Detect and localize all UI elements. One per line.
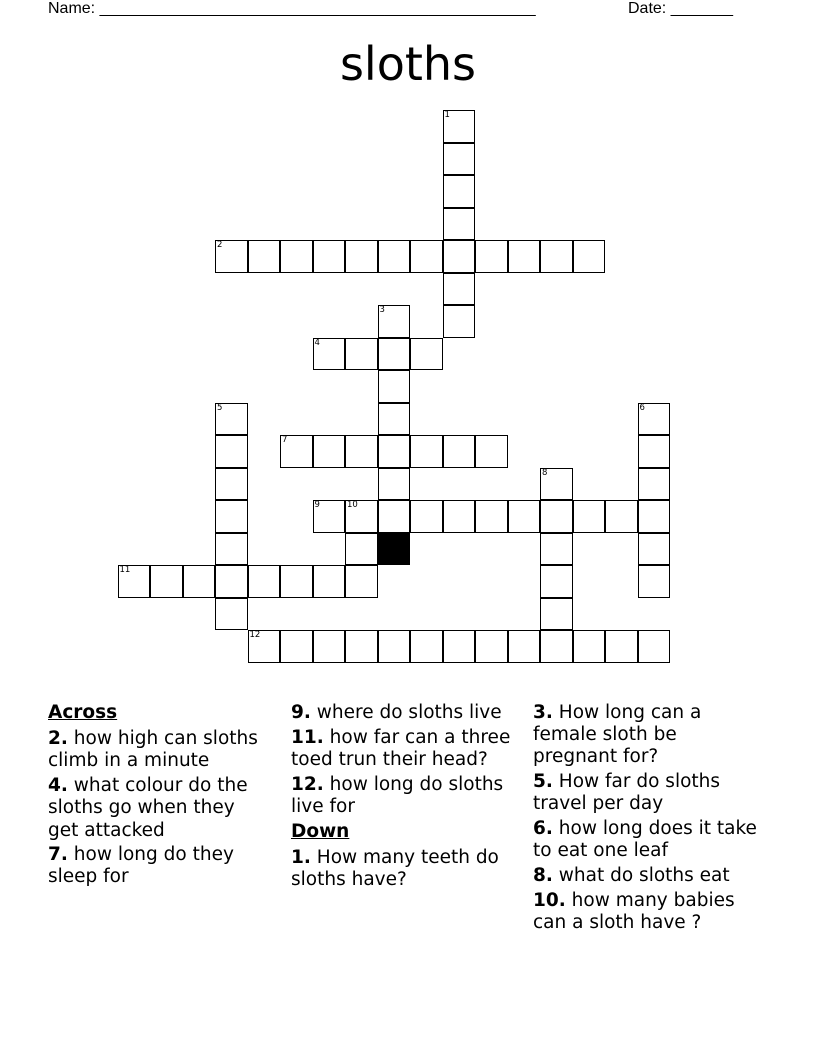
crossword-cell[interactable] (508, 240, 541, 273)
clue-number: 3 (379, 305, 385, 315)
crossword-cell[interactable] (475, 435, 508, 468)
clue-item-text: How long can a female sloth be pregnant for? (533, 702, 702, 768)
crossword-cell[interactable] (443, 435, 476, 468)
crossword-cell[interactable] (215, 533, 248, 566)
clue-item (533, 771, 761, 815)
crossword-cell[interactable] (345, 338, 378, 371)
down-clue-list-continued (533, 702, 761, 934)
crossword-cell[interactable] (215, 435, 248, 468)
clue-item-text: what do sloths eat (552, 864, 730, 886)
crossword-cell[interactable] (443, 143, 476, 176)
crossword-cell[interactable] (573, 630, 606, 663)
crossword-cell[interactable] (410, 630, 443, 663)
clues-column-3 (533, 702, 761, 937)
name-field-label[interactable]: Name: _________________________________________________ (48, 0, 536, 17)
clue-item (291, 774, 513, 818)
clue-number: 6 (639, 402, 645, 413)
across-heading: Across (48, 702, 118, 723)
crossword-cell[interactable] (475, 240, 508, 273)
crossword-cell[interactable] (638, 630, 671, 663)
crossword-cell[interactable] (443, 630, 476, 663)
crossword-cell[interactable] (540, 468, 573, 501)
puzzle-title: sloths (339, 37, 477, 91)
clue-number: 9 (314, 500, 320, 510)
crossword-cell[interactable] (638, 565, 671, 598)
crossword-cell[interactable] (638, 500, 671, 533)
crossword-cell[interactable] (540, 500, 573, 533)
crossword-cell[interactable] (573, 500, 606, 533)
clue-item-number: 10. (533, 889, 566, 911)
crossword-cell[interactable] (345, 435, 378, 468)
down-heading: Down (291, 820, 350, 842)
crossword-cell[interactable] (345, 630, 378, 663)
clue-number: 2 (217, 240, 223, 250)
crossword-cell[interactable] (443, 305, 476, 338)
crossword-cell[interactable] (378, 500, 411, 533)
clue-item-number: 7. (48, 844, 68, 866)
crossword-cell[interactable] (280, 435, 313, 468)
clue-item-text: How many teeth do sloths have? (291, 846, 499, 890)
clue-item-text: how long does it take to eat one leaf (533, 818, 757, 862)
blocked-cell (378, 533, 411, 566)
clue-item (291, 727, 513, 771)
clue-item (291, 702, 513, 724)
crossword-cell[interactable] (540, 630, 573, 663)
crossword-cell[interactable] (443, 240, 476, 273)
crossword-cell[interactable] (215, 500, 248, 533)
crossword-cell[interactable] (345, 533, 378, 566)
crossword-cell[interactable] (215, 468, 248, 501)
clues-column-2 (291, 702, 513, 894)
crossword-cell[interactable] (475, 500, 508, 533)
crossword-cell[interactable] (508, 500, 541, 533)
clue-item (48, 775, 263, 842)
clue-item (533, 702, 761, 769)
crossword-cell[interactable] (215, 403, 248, 436)
clue-item (48, 844, 263, 888)
crossword-cell[interactable] (378, 338, 411, 371)
crossword-cell[interactable] (540, 598, 573, 631)
clue-item-number: 8. (533, 864, 553, 886)
crossword-cell[interactable] (443, 208, 476, 241)
clue-number: 11 (119, 565, 131, 575)
crossword-cell[interactable] (443, 110, 476, 143)
clue-item-number: 11. (291, 726, 324, 748)
across-clue-list (48, 728, 263, 888)
crossword-cell[interactable] (638, 435, 671, 468)
crossword-cell[interactable] (378, 630, 411, 663)
crossword-cell[interactable] (378, 468, 411, 501)
crossword-cell[interactable] (313, 338, 346, 371)
crossword-cell[interactable] (345, 240, 378, 273)
date-field-label[interactable]: Date: _______ (628, 0, 733, 17)
clue-item-text: how high can sloths climb in a minute (48, 728, 258, 772)
clue-item-number: 9. (291, 702, 311, 723)
clue-number: 10 (347, 500, 358, 510)
clue-item (533, 890, 761, 934)
crossword-cell[interactable] (410, 240, 443, 273)
clue-number: 4 (314, 337, 320, 348)
clue-item-number: 2. (48, 728, 68, 750)
crossword-cell[interactable] (345, 500, 378, 533)
crossword-cell[interactable] (313, 500, 346, 533)
clue-item-text: how long do they sleep for (48, 844, 234, 888)
clue-item-number: 3. (533, 702, 553, 723)
crossword-cell[interactable] (280, 630, 313, 663)
clue-number: 8 (542, 467, 548, 478)
crossword-cell[interactable] (248, 240, 281, 273)
crossword-cell[interactable] (215, 240, 248, 273)
crossword-cell[interactable] (378, 305, 411, 338)
crossword-cell[interactable] (410, 435, 443, 468)
clue-item (533, 818, 761, 862)
crossword-cell[interactable] (280, 565, 313, 598)
crossword-cell[interactable] (540, 533, 573, 566)
crossword-cell[interactable] (248, 565, 281, 598)
crossword-cell[interactable] (573, 240, 606, 273)
clue-item (533, 865, 761, 887)
crossword-cell[interactable] (410, 338, 443, 371)
clue-item (48, 728, 263, 772)
crossword-cell[interactable] (313, 565, 346, 598)
crossword-cell[interactable] (475, 630, 508, 663)
clue-item-text: how long do sloths live for (291, 773, 504, 817)
crossword-cell[interactable] (410, 500, 443, 533)
crossword-cell[interactable] (313, 630, 346, 663)
clue-item-number: 6. (533, 818, 553, 840)
clue-item-text: How far do sloths travel per day (533, 771, 721, 815)
clue-number: 12 (249, 630, 261, 640)
clue-number: 5 (217, 402, 223, 413)
clue-item-text: how far can a three toed trun their head? (291, 726, 511, 770)
crossword-cell[interactable] (605, 630, 638, 663)
crossword-cell[interactable] (638, 403, 671, 436)
crossword-cell[interactable] (378, 370, 411, 403)
crossword-cell[interactable] (118, 565, 151, 598)
clue-item (291, 847, 513, 891)
crossword-cell[interactable] (313, 435, 346, 468)
crossword-cell[interactable] (508, 630, 541, 663)
crossword-cell[interactable] (443, 273, 476, 306)
clue-item-number: 4. (48, 775, 68, 797)
crossword-cell[interactable] (540, 565, 573, 598)
crossword-cell[interactable] (313, 240, 346, 273)
crossword-cell[interactable] (378, 240, 411, 273)
crossword-cell[interactable] (638, 468, 671, 501)
crossword-cell[interactable] (215, 565, 248, 598)
crossword-cell[interactable] (443, 175, 476, 208)
crossword-cell[interactable] (605, 500, 638, 533)
clue-item-number: 5. (533, 771, 553, 793)
crossword-cell[interactable] (215, 598, 248, 631)
down-clue-list (291, 847, 513, 891)
crossword-cell[interactable] (540, 240, 573, 273)
crossword-cell[interactable] (248, 630, 281, 663)
crossword-cell[interactable] (183, 565, 216, 598)
clue-item-number: 1. (291, 846, 311, 868)
clue-item-text: what colour do the sloths go when they get attacked (48, 775, 248, 841)
crossword-cell[interactable] (638, 533, 671, 566)
clue-number: 1 (444, 110, 450, 120)
crossword-cell[interactable] (280, 240, 313, 273)
crossword-cell[interactable] (150, 565, 183, 598)
crossword-cell[interactable] (443, 500, 476, 533)
across-clue-list-continued (291, 702, 513, 818)
clue-number: 7 (282, 435, 288, 445)
crossword-cell[interactable] (345, 565, 378, 598)
clue-item-number: 12. (291, 773, 324, 795)
crossword-cell[interactable] (378, 435, 411, 468)
clue-item-text: where do sloths live (310, 702, 502, 723)
clues-column-1 (48, 702, 263, 891)
clue-item-text: how many babies can a sloth have ? (533, 889, 735, 933)
crossword-cell[interactable] (378, 403, 411, 436)
